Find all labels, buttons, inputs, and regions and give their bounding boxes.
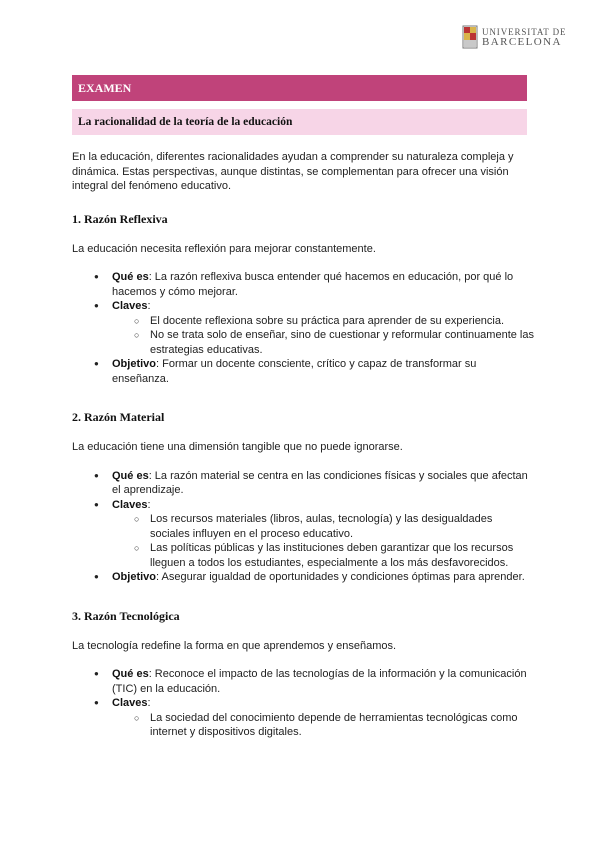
logo-text (482, 27, 566, 47)
list-item-que-es (112, 469, 534, 498)
objetivo-text: : Asegurar igualdad de oportunidades y condiciones óptimas para aprender. (156, 571, 525, 583)
sublist-item: ○ Las políticas públicas y las instituciones deben garantizar que los recursos lleguen a todos los estudiantes, especialmente a los más desfavorecidos. (150, 541, 534, 570)
sublist-item: ○ La sociedad del conocimiento depende de herramientas tecnológicas como internet y dispositivos digitales. (150, 711, 534, 740)
claves-suffix: : (147, 498, 151, 511)
que-es-label: Qué es (112, 668, 149, 680)
section-lead: La educación necesita reflexión para mejorar constantemente. (72, 242, 376, 255)
section-title: 2. Razón Material (72, 410, 165, 424)
logo-line1: UNIVERSITAT DE (482, 27, 567, 37)
logo-line2: BARCELONA (482, 36, 562, 48)
intro-paragraph: En la educación, diferentes racionalidades ayudan a comprender su naturaleza compleja y dinámica. Estas perspectivas, aunque distintas, se complementan para ofrecer una visión integral del fenómeno educativo. (72, 151, 514, 192)
section-list (72, 469, 534, 585)
list-item-objetivo (112, 357, 534, 386)
claves-sublist (112, 512, 534, 570)
section-razon-material (72, 410, 534, 585)
que-es-label: Qué es (112, 469, 149, 482)
list-item-claves (112, 498, 534, 571)
section-lead: La educación tiene una dimensión tangible que no puede ignorarse. (72, 441, 403, 453)
section-list (72, 270, 534, 386)
university-shield-icon (462, 25, 478, 49)
objetivo-label: Objetivo (112, 571, 157, 583)
claves-label: Claves (112, 498, 148, 511)
sublist-item: ○ No se trata solo de enseñar, sino de cuestionar y reformular continuamente las estrategias educativas. (150, 328, 534, 357)
university-logo (462, 25, 566, 49)
claves-suffix: : (147, 697, 151, 709)
list-item-que-es (112, 667, 534, 696)
exam-header: EXAMEN (72, 75, 527, 101)
list-item-claves (112, 696, 534, 740)
list-item-claves (112, 299, 534, 357)
section-title: 3. Razón Tecnológica (72, 608, 180, 623)
document-body (72, 150, 534, 740)
que-es-label: Qué es (112, 271, 149, 283)
sublist-item: ○ Los recursos materiales (libros, aulas, tecnología) y las desigualdades sociales influyen en el proceso educativo. (150, 512, 534, 541)
exam-subtitle: La racionalidad de la teoría de la educación (72, 109, 527, 135)
sublist-item: ○ El docente reflexiona sobre su práctica para aprender de su experiencia. (150, 314, 534, 329)
list-item-objetivo (112, 570, 534, 585)
objetivo-label: Objetivo (112, 358, 157, 370)
section-lead: La tecnología redefine la forma en que aprendemos y enseñamos. (72, 639, 397, 652)
section-razon-reflexiva (72, 212, 534, 387)
claves-label: Claves (112, 697, 148, 709)
list-item-que-es (112, 270, 534, 299)
que-es-text: : La razón reflexiva busca entender qué hacemos en educación, por qué lo hacemos y cómo mejorar. (112, 271, 514, 298)
que-es-text: : La razón material se centra en las condiciones físicas y sociales que afectan el aprendizaje. (112, 469, 528, 496)
claves-label: Claves (112, 300, 148, 312)
claves-sublist (112, 711, 534, 740)
section-list (72, 667, 534, 740)
objetivo-text: : Formar un docente consciente, crítico y capaz de transformar su enseñanza. (112, 358, 477, 385)
claves-sublist (112, 314, 534, 358)
claves-suffix: : (147, 300, 151, 312)
section-razon-tecnologica (72, 609, 534, 740)
que-es-text: : Reconoce el impacto de las tecnologías de la información y la comunicación (TIC) en la educación. (112, 668, 527, 695)
section-title: 1. Razón Reflexiva (72, 211, 168, 226)
